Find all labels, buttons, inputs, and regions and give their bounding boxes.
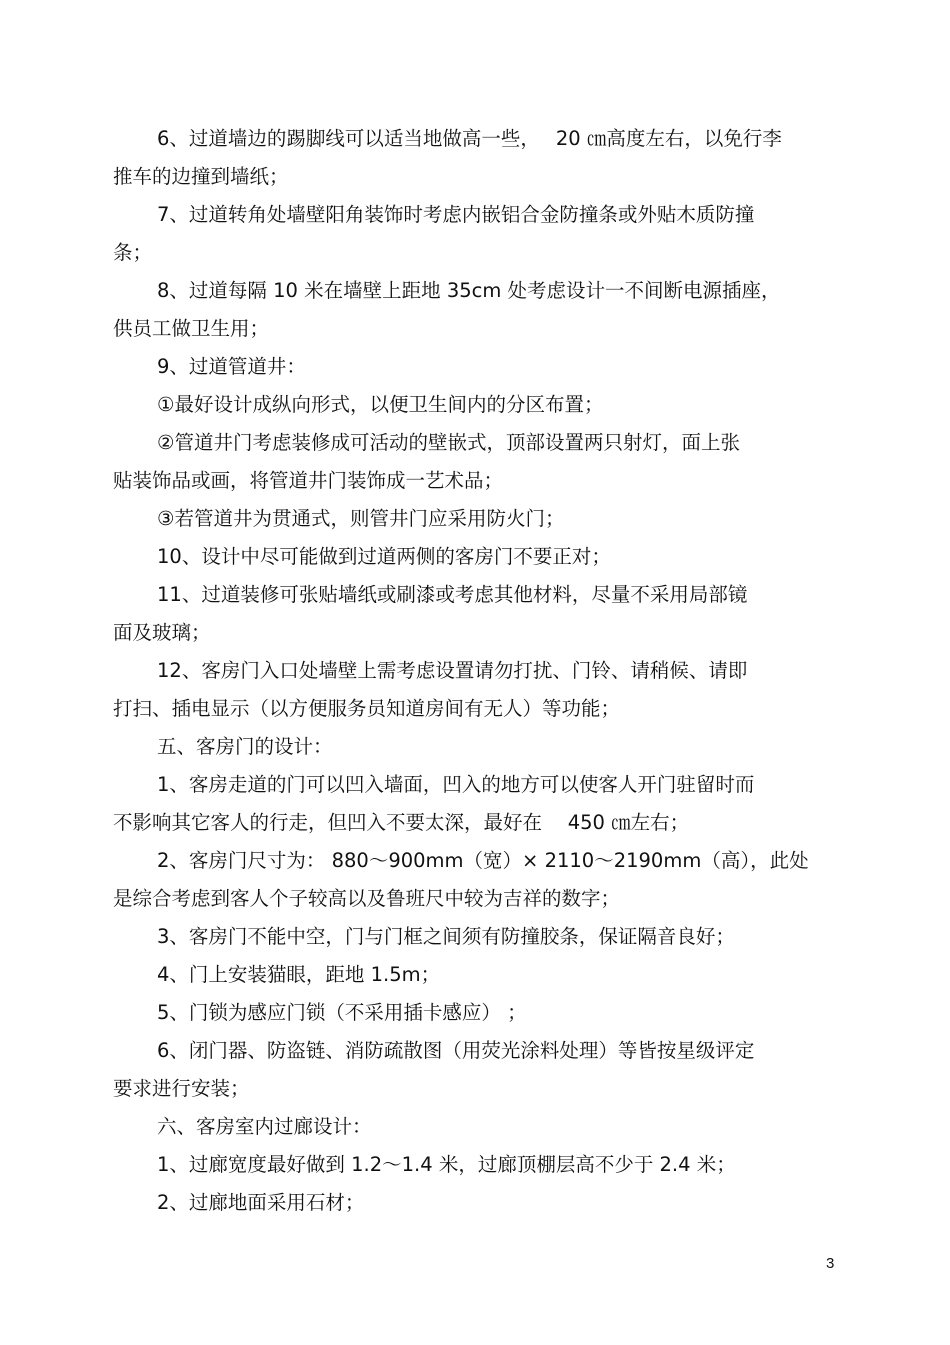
text-line: 贴装饰品或画，将管道井门装饰成一艺术品； xyxy=(113,469,504,492)
text-line: 不影响其它客人的行走，但凹入不要太深，最好在 450 ㎝左右； xyxy=(113,811,690,834)
text-line: 3、客房门不能中空，门与门框之间须有防撞胶条，保证隔音良好； xyxy=(157,925,735,948)
paragraph-door-6-fittings xyxy=(113,1032,843,1108)
text-line: 打扫、插电显示（以方便服务员知道房间有无人）等功能； xyxy=(113,697,621,720)
text-line: 6、闭门器、防盗链、消防疏散图（用荧光涂料处理）等皆按星级评定 xyxy=(157,1039,755,1062)
text-line: 五、客房门的设计： xyxy=(157,735,333,758)
paragraph-door-3-soundproof xyxy=(113,918,843,956)
paragraph-10-door-placement xyxy=(113,538,843,576)
text-line: 4、门上安装猫眼，距地 1.5m； xyxy=(157,963,441,986)
text-line: 是综合考虑到客人个子较高以及鲁班尺中较为吉祥的数字； xyxy=(113,887,621,910)
paragraph-door-4-peephole xyxy=(113,956,843,994)
paragraph-9-item-3 xyxy=(113,500,843,538)
text-line: ②管道井门考虑装修成可活动的壁嵌式，顶部设置两只射灯，面上张 xyxy=(157,431,740,454)
paragraph-7-corner-guard xyxy=(113,196,843,272)
section-heading-room-corridor xyxy=(113,1108,843,1146)
text-line: 10、设计中尽可能做到过道两侧的客房门不要正对； xyxy=(157,545,611,568)
text-line: 7、过道转角处墙壁阳角装饰时考虑内嵌铝合金防撞条或外贴木质防撞 xyxy=(157,203,755,226)
paragraph-9-item-1 xyxy=(113,386,843,424)
text-line: 供员工做卫生用； xyxy=(113,317,270,340)
text-line: 推车的边撞到墙纸； xyxy=(113,165,289,188)
document-body xyxy=(113,120,843,1222)
text-line: 11、过道装修可张贴墙纸或刷漆或考虑其他材料，尽量不采用局部镜 xyxy=(157,583,748,606)
text-line: 1、客房走道的门可以凹入墙面，凹入的地方可以使客人开门驻留时而 xyxy=(157,773,755,796)
text-line: 6、过道墙边的踢脚线可以适当地做高一些， 20 ㎝高度左右，以免行李 xyxy=(157,127,782,150)
section-heading-room-door xyxy=(113,728,843,766)
paragraph-9-pipe-shaft xyxy=(113,348,843,386)
paragraph-9-item-2 xyxy=(113,424,843,500)
text-line: 9、过道管道井： xyxy=(157,355,306,378)
text-line: 六、客房室内过廊设计： xyxy=(157,1115,372,1138)
text-line: 12、客房门入口处墙壁上需考虑设置请勿打扰、门铃、请稍候、请即 xyxy=(157,659,748,682)
paragraph-6-skirting xyxy=(113,120,843,196)
paragraph-11-finishes xyxy=(113,576,843,652)
paragraph-12-door-panel xyxy=(113,652,843,728)
text-line: 5、门锁为感应门锁（不采用插卡感应） ； xyxy=(157,1001,527,1024)
text-line: ①最好设计成纵向形式，以便卫生间内的分区布置； xyxy=(157,393,604,416)
paragraph-corridor-1-width xyxy=(113,1146,843,1184)
text-line: 条； xyxy=(113,241,153,264)
text-line: 2、过廊地面采用石材； xyxy=(157,1191,365,1214)
paragraph-door-1-recess xyxy=(113,766,843,842)
text-line: 要求进行安装； xyxy=(113,1077,250,1100)
text-line: 面及玻璃； xyxy=(113,621,211,644)
page-number: 3 xyxy=(826,1255,835,1272)
paragraph-8-power-socket xyxy=(113,272,843,348)
text-line: 8、过道每隔 10 米在墙壁上距地 35cm 处考虑设计一不间断电源插座， xyxy=(157,279,781,302)
text-line: 2、客房门尺寸为： 880～900mm（宽）× 2110～2190mm（高），此处 xyxy=(157,849,809,872)
paragraph-corridor-2-floor xyxy=(113,1184,843,1222)
paragraph-door-2-size xyxy=(113,842,843,918)
paragraph-door-5-lock xyxy=(113,994,843,1032)
text-line: 1、过廊宽度最好做到 1.2～1.4 米，过廊顶棚层高不少于 2.4 米； xyxy=(157,1153,736,1176)
text-line: ③若管道井为贯通式，则管井门应采用防火门； xyxy=(157,507,565,530)
